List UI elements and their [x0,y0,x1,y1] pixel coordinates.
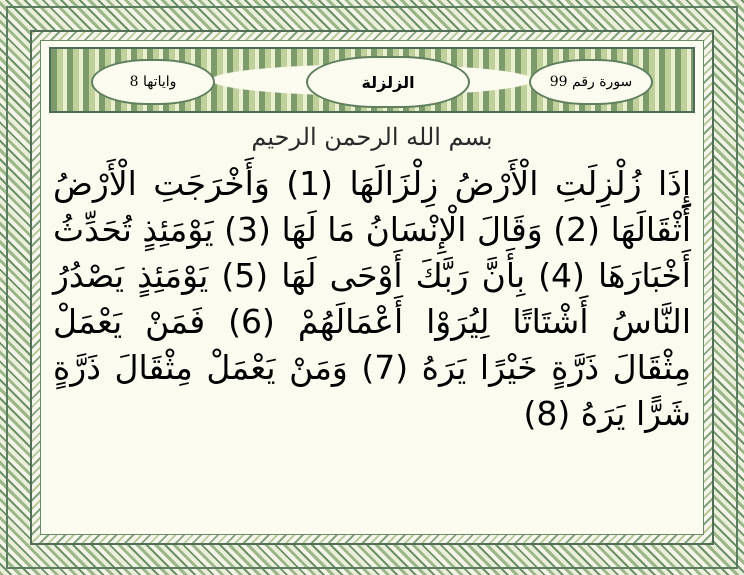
basmala-calligraphy [41,117,703,157]
ayah-number: (7) [361,348,409,387]
ayah-number: (2) [553,210,601,249]
surah-number-label: سورة رقم 99 [549,74,633,90]
surah-number-cartouche [529,59,653,105]
ayah-number: (5) [221,256,269,295]
verse-text: يَوْمَئِذٍ يَصْدُرُ النَّاسُ أَشْتَاتًا لِيُرَوْا أَعْمَالَهُمْ [53,256,691,341]
verse-text: يَوْمَئِذٍ تُحَدِّثُ أَخْبَارَهَا [53,210,691,295]
ayah-number: (1) [286,164,333,203]
surah-name: الزلزلة [361,72,415,92]
verse-text: وَأَخْرَجَتِ الْأَرْضُ أَثْقَالَهَا [53,164,692,249]
verses-block [53,161,691,528]
ayah-number: (4) [538,256,585,295]
verse-text: وَمَنْ يَعْمَلْ مِثْقَالَ ذَرَّةٍ شَرًّا يَرَهُ [53,348,691,433]
ayah-number: (8) [523,394,571,433]
ayat-count-label: واياتها 8 [129,74,177,90]
verse-text: فَمَنْ يَعْمَلْ مِثْقَالَ ذَرَّةٍ خَيْرًا يَرَهُ [53,302,691,387]
ayat-count-cartouche [91,59,215,105]
surah-header [49,47,695,113]
basmala-text: بسم الله الرحمن الرحيم [251,123,493,151]
ayah-number: (3) [224,210,271,249]
verse-text: وَقَالَ الْإِنْسَانُ مَا لَهَا [281,210,543,249]
verse-text: إِذَا زُلْزِلَتِ الْأَرْضُ زِلْزَالَهَا [349,164,691,203]
ayah-number: (6) [228,302,275,341]
surah-name-cartouche [306,56,470,108]
page-content [40,40,704,535]
verse-text: بِأَنَّ رَبَّكَ أَوْحَى لَهَا [281,256,526,295]
